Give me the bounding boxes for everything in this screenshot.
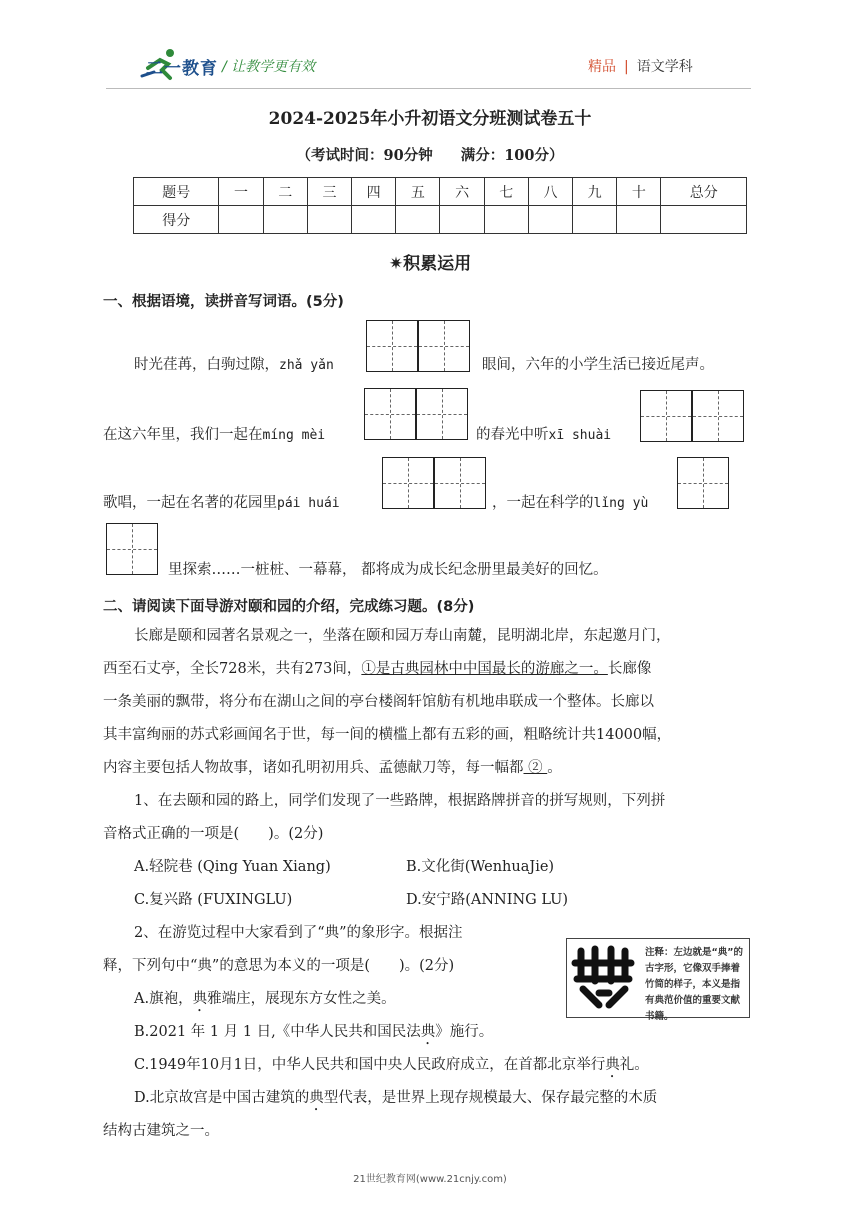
score-cell[interactable] [661,206,747,234]
q1-line2b [476,423,611,444]
q1-line3 [103,491,340,512]
option-2d[interactable] [103,1082,755,1115]
score-header-cell: 三 [307,178,351,206]
options-row [103,884,755,917]
q1-text: 的春光中听 [476,427,549,443]
option-text: D.北京故宫是中国古建筑的 [134,1090,310,1106]
brand-name: 二一教育 [146,59,218,79]
option-text: 雅端庄，展现东方女性之美。 [207,991,396,1007]
sub-question-2: 2、在游览过程中大家看到了“典”的象形字。根据注 [134,925,463,941]
pinyin-ling-yu: lǐng yù [593,496,649,511]
answer-box[interactable] [106,523,158,575]
q1-title: 一、根据语境，读拼音写词语。(5分) [103,294,344,310]
option-text: 》施行。 [435,1024,494,1040]
pinyin-zha-yan: zhǎ yǎn [279,358,334,373]
score-header-cell: 一 [219,178,263,206]
passage-line: 长廊是颐和园著名景观之一，坐落在颐和园万寿山南麓，昆明湖北岸，东起邀月门， [134,628,671,644]
pinyin-xi-shuai: xī shuài [548,428,612,443]
passage-text: 长廊像 [607,661,652,677]
q1-line2 [103,423,325,444]
answer-box[interactable] [418,320,470,372]
q1-text: 里探索……一桩桩、一幕幕， 都将成为成长纪念册里最美好的回忆。 [168,562,608,578]
option-c[interactable]: C.复兴路 (FUXINGLU) [134,892,293,908]
answer-box[interactable] [416,388,468,440]
q1-line3b [492,491,648,512]
exam-time: （考试时间：90分钟 [296,147,433,164]
sub-question-2-cont: 释，下列句中“典”的意思为本义的一项是( )。(2分) [103,958,455,974]
dotted-char: 典 [309,1090,324,1106]
q2-title: 二、请阅读下面导游对颐和园的介绍，完成练习题。(8分) [103,599,475,615]
answer-box[interactable] [364,388,416,440]
score-header-cell: 九 [573,178,617,206]
option-text: C.1949年10月1日，中华人民共和国中央人民政府成立，在首都北京举行 [134,1057,606,1073]
tag-jingpin: 精品 [588,59,616,75]
score-cell[interactable] [484,206,528,234]
q1-text: 时光荏苒，白驹过隙， [134,357,279,373]
score-cell[interactable] [396,206,440,234]
answer-box[interactable] [640,390,692,442]
answer-box[interactable] [382,457,434,509]
option-text: 型代表，是世界上现存规模最大、保存最完整的木质 [323,1090,658,1106]
score-header-cell: 二 [263,178,307,206]
answer-box[interactable] [677,457,729,509]
score-table-header-row [134,178,747,206]
option-2d-cont: 结构古建筑之一。 [103,1123,219,1139]
pinyin-ming-mei: míng mèi [262,428,326,443]
passage-line: 一条美丽的飘带，将分布在湖山之间的亭台楼阁轩馆舫有机地串联成一个整体。长廊以 [103,694,654,710]
option-text: 礼。 [619,1057,649,1073]
score-header-cell: 总分 [661,178,747,206]
score-cell[interactable] [573,206,617,234]
score-header-cell: 五 [396,178,440,206]
exam-title: 2024-2025年小升初语文分班测试卷五十 [268,109,592,129]
score-header-cell: 题号 [134,178,219,206]
note-text: 注释：左边就是“典”的古字形，它像双手捧着竹简的样子，本义是指有典范价值的重要文献书籍。 [645,947,743,1022]
score-cell[interactable] [307,206,351,234]
exam-subtitle [0,144,860,165]
score-cell[interactable] [219,206,263,234]
blank-2[interactable]: ② [523,760,548,776]
score-header-cell: 十 [617,178,661,206]
option-2c[interactable] [103,1049,755,1082]
options-row [103,851,755,884]
answer-box[interactable] [366,320,418,372]
q1-text: 歌唱，一起在名著的花园里 [103,495,277,511]
score-cell[interactable] [352,206,396,234]
score-header-cell: 八 [528,178,572,206]
score-cell[interactable] [617,206,661,234]
score-header-cell: 七 [484,178,528,206]
answer-box[interactable] [434,457,486,509]
score-table [133,177,747,234]
passage-line: 其丰富绚丽的苏式彩画闻名于世，每一间的横槛上都有五彩的画，粗略统计共14000幅， [103,727,672,743]
pinyin-pai-huai: pái huái [277,496,340,511]
score-cell[interactable] [528,206,572,234]
score-cell[interactable] [263,206,307,234]
header-divider [106,88,751,89]
option-d[interactable]: D.安宁路(ANNING LU) [406,892,569,908]
exam-full-score: 满分：100分） [460,147,564,164]
dotted-char: 典 [192,991,208,1007]
header-tags [588,56,693,76]
passage-text: 。 [547,760,562,776]
q1-text: ，一起在科学的 [492,495,594,511]
answer-box[interactable] [692,390,744,442]
sub-question-1-cont: 音格式正确的一项是( )。(2分) [103,826,324,842]
option-a[interactable]: A.轻院巷 (Qing Yuan Xiang) [134,859,331,875]
passage-underlined-sentence-1: ①是古典园林中中国最长的游廊之一。 [361,661,608,677]
option-b[interactable]: B.文化街(WenhuaJie) [406,859,555,875]
score-header-cell: 四 [352,178,396,206]
section-heading: ✷积累运用 [388,254,472,274]
option-text: B.2021 年 1 月 1 日,《中华人民共和国民法 [134,1024,421,1040]
q1-text: 在这六年里，我们一起在 [103,427,263,443]
score-cell[interactable] [440,206,484,234]
option-text: A.旗袍， [134,991,193,1007]
passage-line [103,653,755,686]
slogan: / 让教学更有效 [222,59,316,75]
passage-line [103,752,755,785]
score-row-label: 得分 [134,206,219,234]
sub-question-1: 1、在去颐和园的路上，同学们发现了一些路牌，根据路牌拼音的拼写规则，下列拼 [134,793,666,809]
tag-subject: 语文学科 [636,59,693,75]
q1-text: 眼间，六年的小学生活已接近尾声。 [482,357,714,373]
score-table-score-row [134,206,747,234]
q1-line1 [134,353,334,374]
dotted-char: 典 [605,1057,620,1073]
ancient-dian-glyph-icon [571,943,639,1011]
score-header-cell: 六 [440,178,484,206]
q2-passage [103,620,755,1148]
passage-text: 内容主要包括人物故事，诸如孔明初用兵、孟德献刀等，每一幅都 [103,760,524,776]
footer-source: 21世纪教育网(www.21cnjy.com) [353,1174,507,1185]
note-box [566,938,750,1022]
passage-text: 西至石丈亭，全长728米，共有273间， [103,661,362,677]
tag-separator: | [624,59,629,75]
dotted-char: 典 [420,1024,436,1040]
